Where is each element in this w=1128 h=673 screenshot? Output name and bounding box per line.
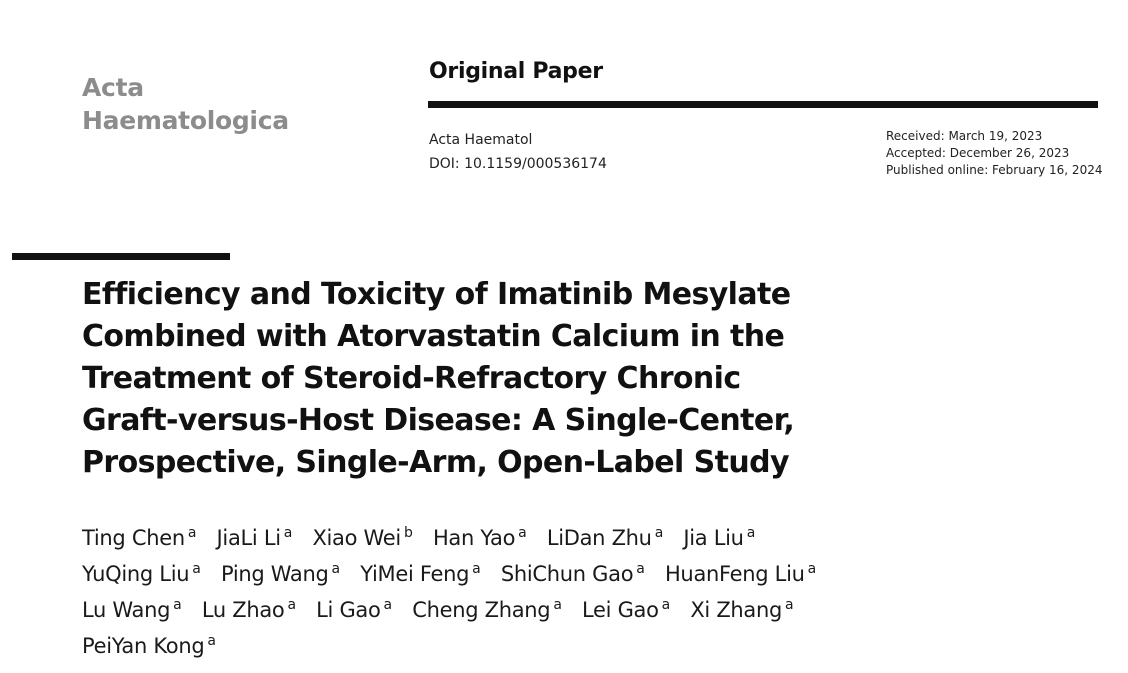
journal-logo-line2: Haematologica [82, 106, 289, 135]
author-name: Ping Wang [220, 562, 329, 586]
affiliation-mark: a [636, 561, 645, 577]
affiliation-mark: a [807, 561, 816, 577]
journal-logo-line1: Acta [82, 73, 144, 102]
author[interactable] [547, 520, 663, 556]
affiliation-mark: a [746, 525, 755, 541]
author[interactable] [360, 556, 480, 592]
journal-abbreviation: Acta Haematol [429, 132, 533, 148]
affiliation-mark: a [383, 597, 392, 613]
author[interactable] [217, 520, 293, 556]
author[interactable] [683, 520, 755, 556]
affiliation-mark: a [331, 561, 340, 577]
journal-logo [82, 71, 289, 137]
affiliation-mark: a [518, 525, 527, 541]
title-line: Treatment of Steroid-Refractory Chronic [82, 361, 741, 396]
author-name: Lu Zhao [201, 598, 285, 622]
author-name: ShiChun Gao [500, 562, 634, 586]
author[interactable] [312, 520, 412, 556]
title-line: Combined with Atorvastatin Calcium in the [82, 319, 785, 354]
author-name: Han Yao [432, 526, 516, 550]
author-list [82, 520, 902, 664]
author[interactable] [82, 556, 201, 592]
received-date: Received: March 19, 2023 [886, 129, 1043, 143]
author[interactable] [582, 592, 670, 628]
author[interactable] [501, 556, 645, 592]
affiliation-mark: a [472, 561, 481, 577]
author[interactable] [412, 592, 561, 628]
citation-block [429, 128, 607, 176]
author-name: Xi Zhang [690, 598, 783, 622]
title-rule [12, 253, 230, 260]
author[interactable] [690, 592, 793, 628]
author[interactable] [221, 556, 340, 592]
author[interactable] [82, 628, 216, 664]
author[interactable] [433, 520, 526, 556]
author-name: Cheng Zhang [412, 598, 551, 622]
author-name: Lei Gao [582, 598, 659, 622]
author-name: Ting Chen [82, 526, 185, 550]
author[interactable] [82, 592, 181, 628]
affiliation-mark: a [661, 597, 670, 613]
title-line: Efficiency and Toxicity of Imatinib Mesylate [82, 277, 791, 312]
author[interactable] [202, 592, 296, 628]
affiliation-mark: b [403, 525, 413, 541]
header-rule [428, 101, 1098, 108]
author-name: PeiYan Kong [82, 634, 205, 658]
author-name: Jia Liu [683, 526, 744, 550]
author-name: YiMei Feng [360, 562, 470, 586]
author[interactable] [316, 592, 392, 628]
affiliation-mark: a [654, 525, 663, 541]
author-name: Lu Wang [82, 598, 171, 622]
title-line: Graft-versus-Host Disease: A Single-Center, [82, 403, 795, 438]
affiliation-mark: a [553, 597, 562, 613]
author-name: LiDan Zhu [546, 526, 652, 550]
affiliation-mark: a [283, 525, 293, 541]
dates-block [886, 128, 1102, 179]
affiliation-mark: a [173, 597, 182, 613]
affiliation-mark: a [287, 597, 296, 613]
affiliation-mark: a [192, 561, 201, 577]
author-name: Xiao Wei [312, 526, 401, 550]
article-type-heading: Original Paper [429, 59, 603, 84]
accepted-date: Accepted: December 26, 2023 [886, 146, 1070, 160]
affiliation-mark: a [187, 525, 197, 541]
doi-link[interactable]: DOI: 10.1159/000536174 [429, 156, 607, 172]
published-date: Published online: February 16, 2024 [886, 163, 1103, 177]
author-name: Li Gao [316, 598, 381, 622]
author-name: JiaLi Li [216, 526, 281, 550]
title-line: Prospective, Single-Arm, Open-Label Study [82, 445, 789, 480]
author-name: HuanFeng Liu [664, 562, 805, 586]
author-name: YuQing Liu [82, 562, 190, 586]
author[interactable] [82, 520, 196, 556]
affiliation-mark: a [785, 597, 794, 613]
article-title [82, 274, 842, 484]
author[interactable] [665, 556, 816, 592]
affiliation-mark: a [207, 633, 216, 649]
